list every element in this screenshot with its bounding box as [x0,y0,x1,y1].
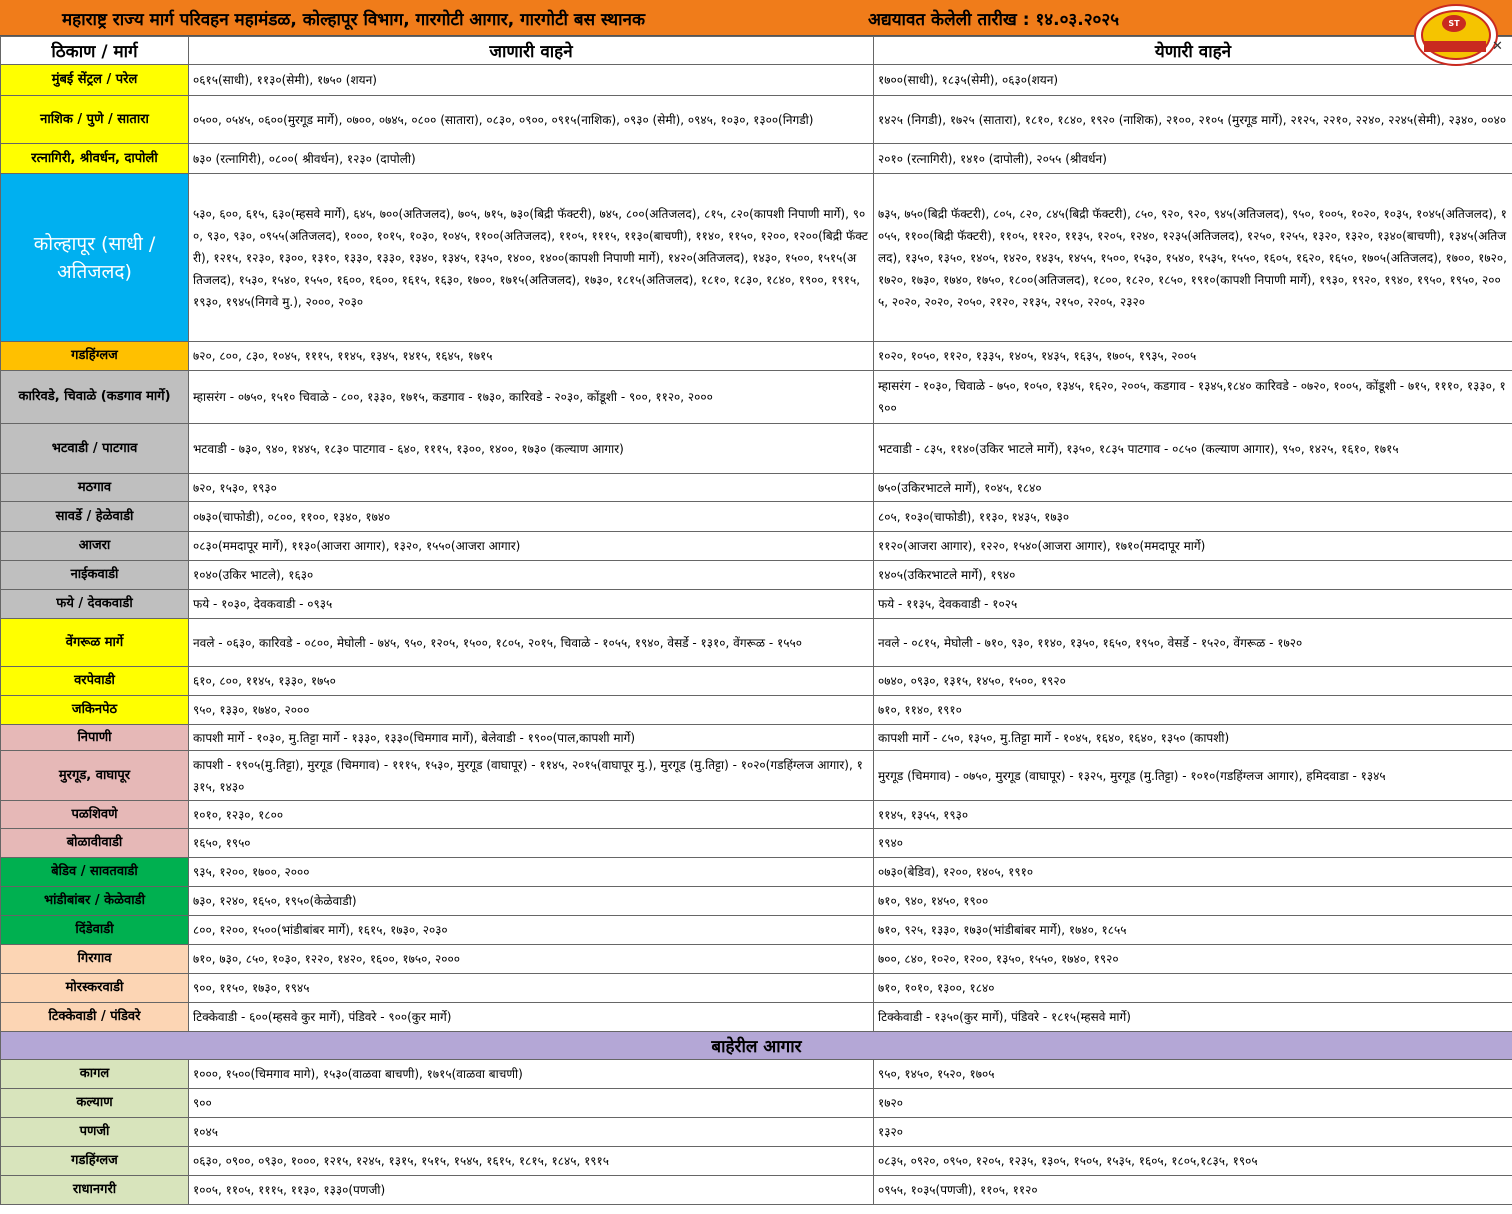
column-header-departing: जाणारी वाहने [189,37,874,65]
arriving-times: ७३५, ७५०(बिद्री फॅक्टरी), ८०५, ८२०, ८४५(बिद्री फॅक्टरी), ८५०, ९२०, ९२०, ९४५(अतिजलद), ९५०, १००५, १०२०, १०३५, १०४५(अतिजलद), १०५५, ११००(बिद्री फॅक्टरी), ११०५, ११२०, ११३५, १२०५, १२४०, १२३५(अतिजलद), १२५०, १२५५, १३२०, १३२०, १३४०(बाचणी), १३४५(अतिजलद), १३५०, १३५०, १४०५, १४२०, १४३५, १४५५, १५००, १५३०, १५४०, १५३५, १५५०, १६०५, १६२०, १६५०, १७०५(अतिजलद), १७००, १७२०, १७२०, १७३०, १७४०, १७५०, १८००(अतिजलद), १८००, १८२०, १८५०, १९१०(कापशी निपाणी मार्गे), १९३०, १९२०, १९४०, १९५०, १९५०, २००५, २०२०, २०२०, २०५०, २१२०, २१३५, २१५०, २२०५, २३२० [874,174,1512,342]
departing-times: ७२०, १५३०, १९३० [189,474,874,502]
route-place: आजरा [1,532,189,561]
arriving-times: ७१०, ९२५, १३३०, १७३०(भांडीबांबर मार्गे), १७४०, १८५५ [874,916,1512,945]
table-row [1,174,1512,342]
departing-times: ०८३०(ममदापूर मार्गे), ११३०(आजरा आगार), १३२०, १५५०(आजरा आगार) [189,532,874,561]
route-place: बेडिव / सावतवाडी [1,858,189,887]
arriving-times: १४०५(उकिरभाटले मार्गे), १९४० [874,561,1512,590]
departing-times: १०४०(उकिर भाटले), १६३० [189,561,874,590]
departing-times: ०५००, ०५४५, ०६००(मुरगूड मार्गे), ०७००, ०७४५, ०८०० (सातारा), ०८३०, ०९००, ०९१५(नाशिक), ०९३० (सेमी), ०९४५, १०३०, १३००(निगडी) [189,96,874,144]
route-place: पळशिवणे [1,801,189,829]
route-place: भांडीबांबर / केळेवाडी [1,887,189,916]
table-row [1,667,1512,696]
table-row [1,96,1512,144]
route-place: गिरगाव [1,945,189,974]
route-place: भटवाडी / पाटगाव [1,424,189,474]
departing-times: १०४५ [189,1118,874,1147]
route-place: रत्नागिरी, श्रीवर्धन, दापोली [1,144,189,174]
arriving-times: कापशी मार्गे - ८५०, १३५०, मु.तिट्टा मार्गे - १०४५, १६४०, १६४०, १३५० (कापशी) [874,725,1512,751]
table-row [1,751,1512,801]
timetable-body [1,65,1512,1205]
table-row [1,1060,1512,1089]
arriving-times: ८०५, १०३०(चाफोडी), ११३०, १४३५, १७३० [874,502,1512,532]
arriving-times: १३२० [874,1118,1512,1147]
route-place: मुंबई सेंट्रल / परेल [1,65,189,96]
arriving-times: ११४५, १३५५, १९३० [874,801,1512,829]
table-row [1,801,1512,829]
table-header-row [1,37,1512,65]
departing-times: टिक्केवाडी - ६००(म्हसवे कुर मार्गे), पंडिवरे - ९००(कुर मार्गे) [189,1003,874,1032]
departing-times: १००५, ११०५, १११५, ११३०, १३३०(पणजी) [189,1176,874,1205]
arriving-times: म्हासरंग - १०३०, चिवाळे - ७५०, १०५०, १३४५, १६२०, २००५, कडगाव - १३४५,१८४० कारिवडे - ०७२०, १००५, कोंडूशी - ७१५, १११०, १३३०, १९०० [874,371,1512,424]
departing-times: फये - १०३०, देवकवाडी - ०९३५ [189,590,874,619]
departing-times: ९५०, १३३०, १७४०, २००० [189,696,874,725]
departing-times: ७२०, ८००, ८३०, १०४५, १११५, ११४५, १३४५, १४१५, १६४५, १७१५ [189,342,874,371]
departing-times: ९३५, १२००, १७००, २००० [189,858,874,887]
departing-times: ०६३०, ०९००, ०९३०, १०००, १२१५, १२४५, १३१५, १५१५, १५४५, १६१५, १८१५, १८४५, १९१५ [189,1147,874,1176]
table-row [1,916,1512,945]
updated-date: अद्ययावत केलेली तारीख : १४.०३.२०२५ [868,10,1120,30]
departing-times: भटवाडी - ७३०, ९४०, १४४५, १८३० पाटगाव - ६४०, १११५, १३००, १४००, १७३० (कल्याण आगार) [189,424,874,474]
table-row [1,1089,1512,1118]
table-row [1,342,1512,371]
route-place: गडहिंग्लज [1,1147,189,1176]
route-place: पणजी [1,1118,189,1147]
table-row [1,590,1512,619]
table-row [1,1176,1512,1205]
arriving-times: २०१० (रत्नागिरी), १४१० (दापोली), २०५५ (श्रीवर्धन) [874,144,1512,174]
logo-badge: ST [1442,15,1466,32]
table-row [1,887,1512,916]
departing-times: ७३० (रत्नागिरी), ०८००( श्रीवर्धन), १२३० (दापोली) [189,144,874,174]
arriving-times: ७००, ८४०, १०२०, १२००, १३५०, १५५०, १७४०, १९२० [874,945,1512,974]
table-row [1,424,1512,474]
table-row [1,858,1512,887]
section-row [1,1032,1512,1060]
close-icon[interactable]: ✕ [1492,39,1503,54]
route-place: कल्याण [1,1089,189,1118]
table-row [1,725,1512,751]
table-row [1,561,1512,590]
departing-times: ७१०, ७३०, ८५०, १०३०, १२२०, १४२०, १६००, १७५०, २००० [189,945,874,974]
table-row [1,65,1512,96]
arriving-times: ०९५५, १०३५(पणजी), ११०५, ११२० [874,1176,1512,1205]
arriving-times: ७१०, ११४०, १९१० [874,696,1512,725]
departing-times: ९०० [189,1089,874,1118]
table-row [1,696,1512,725]
departing-times: नवले - ०६३०, कारिवडे - ०८००, मेघोली - ७४५, ९५०, १२०५, १५००, १८०५, २०१५, चिवाळे - १०५५, १९४०, वेसर्डे - १३१०, वेंगरूळ - १५५० [189,619,874,667]
arriving-times: ७१०, ९४०, १४५०, १९०० [874,887,1512,916]
departing-times: १०१०, १२३०, १८०० [189,801,874,829]
route-place: निपाणी [1,725,189,751]
departing-times: ६१०, ८००, ११४५, १३३०, १७५० [189,667,874,696]
departing-times: ८००, १२००, १५००(भांडीबांबर मार्गे), १६१५, १७३०, २०३० [189,916,874,945]
route-place: जकिनपेठ [1,696,189,725]
route-place: मोरस्करवाडी [1,974,189,1003]
route-place: वरपेवाडी [1,667,189,696]
table-row [1,829,1512,858]
section-title: बाहेरील आगार [1,1032,1512,1060]
departing-times: कापशी मार्गे - १०३०, मु.तिट्टा मार्गे - १३३०, १३३०(चिमगाव मार्गे), बेलेवाडी - १९००(पाल,कापशी मार्गे) [189,725,874,751]
route-place: मठगाव [1,474,189,502]
route-place: मुरगूड, वाघापूर [1,751,189,801]
departing-times: १०००, १५००(चिमगाव मागे), १५३०(वाळवा बाचणी), १७१५(वाळवा बाचणी) [189,1060,874,1089]
arriving-times: ०७३०(बेडिव), १२००, १४०५, १९१० [874,858,1512,887]
column-header-arriving: येणारी वाहने [874,37,1512,65]
table-row [1,371,1512,424]
timetable [0,36,1512,1205]
route-place: कागल [1,1060,189,1089]
table-row [1,1147,1512,1176]
table-row [1,144,1512,174]
arriving-times: १७२० [874,1089,1512,1118]
table-row [1,974,1512,1003]
arriving-times: भटवाडी - ८३५, ११४०(उकिर भाटले मार्गे), १३५०, १८३५ पाटगाव - ०८५० (कल्याण आगार), ९५०, १४२५, १६१०, १७१५ [874,424,1512,474]
arriving-times: ७५०(उकिरभाटले मार्गे), १०४५, १८४० [874,474,1512,502]
arriving-times: ७१०, १०१०, १३००, १८४० [874,974,1512,1003]
route-place: टिक्केवाडी / पंडिवरे [1,1003,189,1032]
route-place: दिंडेवाडी [1,916,189,945]
msrtc-logo [1414,4,1498,66]
arriving-times: टिक्केवाडी - १३५०(कुर मार्गे), पंडिवरे - १८१५(म्हसवे मार्गे) [874,1003,1512,1032]
departing-times: १६५०, १९५० [189,829,874,858]
arriving-times: १४२५ (निगडी), १७२५ (सातारा), १८१०, १८४०, १९२० (नाशिक), २१००, २१०५ (मुरगूड मार्गे), २१२५, २२१०, २२४०, २२४५(सेमी), २३४०, ००४० [874,96,1512,144]
title-bar [0,0,1512,36]
table-row [1,532,1512,561]
departing-times: ९००, ११५०, १७३०, १९४५ [189,974,874,1003]
route-place: राधानगरी [1,1176,189,1205]
route-place: गडहिंग्लज [1,342,189,371]
arriving-times: ०८३५, ०९२०, ०९५०, १२०५, १२३५, १३०५, १५०५, १५३५, १६०५, १८०५,१८३५, १९०५ [874,1147,1512,1176]
arriving-times: ०७४०, ०९३०, १३१५, १४५०, १५००, १९२० [874,667,1512,696]
arriving-times: मुरगूड (चिमगाव) - ०७५०, मुरगूड (वाघापूर) - १३२५, मुरगूड (मु.तिट्टा) - १०१०(गडहिंग्लज आगार), हमिदवाडा - १३४५ [874,751,1512,801]
departing-times: कापशी - १९०५(मु.तिट्टा), मुरगूड (चिमगाव) - १११५, १५३०, मुरगूड (वाघापूर) - ११४५, २०१५(वाघापूर मु.), मुरगूड (मु.तिट्टा) - १०२०(गडहिंग्लज आगार), १३१५, १४३० [189,751,874,801]
arriving-times: ११२०(आजरा आगार), १२२०, १५४०(आजरा आगार), १७१०(ममदापूर मार्गे) [874,532,1512,561]
column-header-place: ठिकाण / मार्ग [1,37,189,65]
table-row [1,1003,1512,1032]
table-row [1,945,1512,974]
arriving-times: नवले - ०८१५, मेघोली - ७१०, ९३०, ११४०, १३५०, १६५०, १९५०, वेसर्डे - १५२०, वेंगरूळ - १७२० [874,619,1512,667]
arriving-times: १७००(साधी), १८३५(सेमी), ०६३०(शयन) [874,65,1512,96]
arriving-times: १०२०, १०५०, ११२०, १३३५, १४०५, १४३५, १६३५, १७०५, १९३५, २००५ [874,342,1512,371]
route-place: बोळावीवाडी [1,829,189,858]
page-title: महाराष्ट्र राज्य मार्ग परिवहन महामंडळ, कोल्हापूर विभाग, गारगोटी आगार, गारगोटी बस स्थानक [62,10,646,30]
departing-times: ०७३०(चाफोडी), ०८००, ११००, १३४०, १७४० [189,502,874,532]
route-place: कारिवडे, चिवाळे (कडगाव मार्गे) [1,371,189,424]
departing-times: म्हासरंग - ०७५०, १५१० चिवाळे - ८००, १३३०, १७१५, कडगाव - १७३०, कारिवडे - २०३०, कोंडूशी - ९००, ११२०, २००० [189,371,874,424]
route-place: वेंगरूळ मार्गे [1,619,189,667]
departing-times: ५३०, ६००, ६१५, ६३०(म्हसवे मार्गे), ६४५, ७००(अतिजलद), ७०५, ७१५, ७३०(बिद्री फॅक्टरी), ७४५, ८००(अतिजलद), ८१५, ८२०(कापशी निपाणी मार्गे), ९००, ९३०, ९३०, ०९५५(अतिजलद), १०००, १०१५, १०३०, १०४५, ११००(अतिजलद), ११०५, १११५, ११३०(बाचणी), ११४०, ११५०, १२००, १२००(बिद्री फॅक्टरी), १२१५, १२३०, १३००, १३१०, १३३०, १३३०, १३४०, १३४५, १३५०, १४००, १४००(कापशी निपाणी मार्गे), १४२०(अतिजलद), १४३०, १५००, १५१५(अतिजलद), १५३०, १५४०, १५५०, १६००, १६००, १६१५, १६३०, १७००, १७१५(अतिजलद), १७३०, १८१५(अतिजलद), १८१०, १८३०, १८४०, १९००, १९१५, १९३०, १९४५(निगवे मु.), २०००, २०३० [189,174,874,342]
departing-times: ०६१५(साधी), ११३०(सेमी), १७५० (शयन) [189,65,874,96]
table-row [1,474,1512,502]
route-place: नाईकवाडी [1,561,189,590]
route-place: कोल्हापूर (साधी / अतिजलद) [1,174,189,342]
table-row [1,619,1512,667]
route-place: नाशिक / पुणे / सातारा [1,96,189,144]
route-place: फये / देवकवाडी [1,590,189,619]
route-place: सावर्डे / हेळेवाडी [1,502,189,532]
logo-seal [1424,41,1486,52]
arriving-times: १९४० [874,829,1512,858]
table-row [1,502,1512,532]
arriving-times: ९५०, १४५०, १५२०, १७०५ [874,1060,1512,1089]
table-row [1,1118,1512,1147]
arriving-times: फये - ११३५, देवकवाडी - १०२५ [874,590,1512,619]
departing-times: ७३०, १२४०, १६५०, १९५०(केळेवाडी) [189,887,874,916]
